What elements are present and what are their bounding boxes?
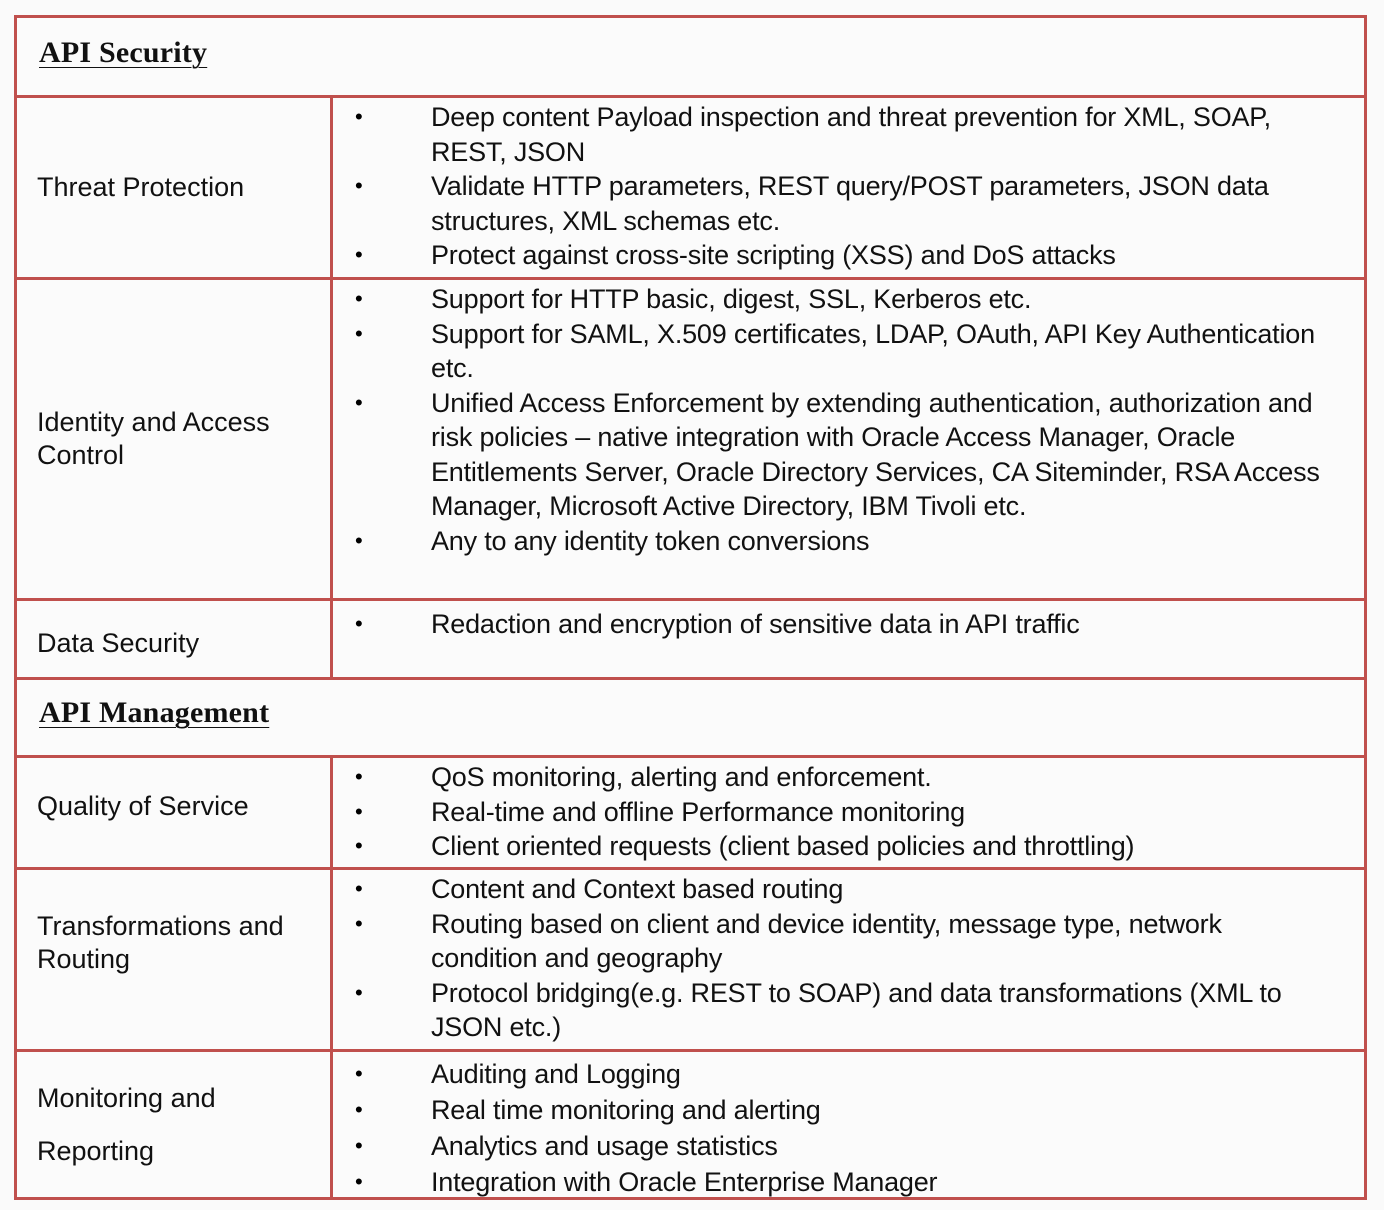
table-row-threat-protection: [17, 98, 1364, 280]
list-item: [333, 1128, 1364, 1164]
feature-list: [333, 280, 1364, 598]
bullet-icon: •: [355, 389, 363, 415]
item-text: Auditing and Logging: [431, 1059, 681, 1089]
list-item: [333, 100, 1364, 169]
item-text: Support for HTTP basic, digest, SSL, Kerberos etc.: [431, 284, 1032, 314]
bullet-icon: •: [355, 320, 363, 346]
row-label: Quality of Service: [17, 758, 333, 867]
row-label: Data Security: [17, 601, 333, 677]
item-text: Content and Context based routing: [431, 874, 844, 904]
feature-table: [14, 15, 1367, 1200]
list-item: [333, 386, 1364, 524]
item-text: Protocol bridging(e.g. REST to SOAP) and data transformations (XML to JSON etc.): [431, 977, 1282, 1042]
feature-list: [333, 758, 1364, 867]
bullet-icon: •: [355, 286, 363, 311]
feature-list: [333, 1052, 1364, 1197]
item-text: Redaction and encryption of sensitive data in API traffic: [431, 609, 1080, 639]
item-text: Deep content Payload inspection and threat prevention for XML, SOAP, REST, JSON: [431, 102, 1271, 167]
section-header-api-management: [17, 680, 1364, 758]
table-row-transformations-routing: [17, 870, 1364, 1052]
bullet-icon: •: [355, 242, 363, 267]
item-text: QoS monitoring, alerting and enforcement.: [431, 762, 932, 792]
table-row-identity-access-control: [17, 280, 1364, 601]
item-text: Any to any identity token conversions: [431, 525, 870, 556]
bullet-icon: •: [355, 910, 363, 936]
list-item: [333, 317, 1364, 386]
bullet-icon: •: [355, 1061, 363, 1086]
table-row-monitoring-reporting: [17, 1052, 1364, 1197]
item-text: Unified Access Enforcement by extending authentication, authorization and risk policies – native integration with Oracle Access Manager, Oracle Entitlements Server, Oracle Directory Services, CA Siteminder, RSA Access Manager, Microsoft Active Directory, IBM Tivoli etc.: [431, 387, 1320, 521]
list-item: [333, 238, 1364, 273]
row-label: Monitoring and Reporting: [17, 1052, 333, 1197]
row-label: Identity and Access Control: [17, 280, 333, 598]
feature-list: [333, 870, 1364, 1049]
list-item: [333, 872, 1364, 907]
list-item: [333, 282, 1364, 317]
bullet-icon: •: [355, 979, 363, 1005]
list-item: [333, 1164, 1364, 1200]
item-text: Routing based on client and device identity, message type, network condition and geography: [431, 908, 1222, 973]
item-text: Real time monitoring and alerting: [431, 1095, 821, 1125]
list-item: [333, 760, 1364, 795]
section-title: API Management: [39, 696, 270, 729]
list-item: [333, 829, 1364, 864]
bullet-icon: •: [355, 611, 363, 636]
item-text: Protect against cross-site scripting (XSS) and DoS attacks: [431, 240, 1116, 270]
bullet-icon: •: [355, 173, 363, 198]
table-row-quality-of-service: [17, 758, 1364, 870]
list-item: [333, 1092, 1364, 1128]
row-label: Threat Protection: [17, 98, 333, 277]
bullet-icon: •: [355, 1133, 363, 1158]
row-label: Transformations and Routing: [17, 870, 333, 1049]
feature-list: [333, 98, 1364, 277]
bullet-icon: •: [355, 1169, 363, 1194]
section-header-api-security: [17, 18, 1364, 98]
bullet-icon: •: [355, 876, 363, 901]
item-text: Integration with Oracle Enterprise Manager: [431, 1167, 938, 1197]
bullet-icon: •: [355, 798, 363, 824]
list-item: [333, 603, 1364, 642]
list-item: [333, 976, 1364, 1045]
item-text: Support for SAML, X.509 certificates, LDAP, OAuth, API Key Authentication etc.: [431, 318, 1315, 383]
bullet-icon: •: [355, 764, 363, 789]
item-text: Real-time and offline Performance monitoring: [431, 796, 965, 827]
bullet-icon: •: [355, 527, 363, 553]
bullet-icon: •: [355, 833, 363, 858]
item-text: Analytics and usage statistics: [431, 1131, 778, 1161]
list-item: [333, 1056, 1364, 1092]
list-item: [333, 524, 1364, 559]
list-item: [333, 169, 1364, 238]
feature-list: [333, 601, 1364, 677]
table-row-data-security: [17, 601, 1364, 680]
list-item: [333, 907, 1364, 976]
list-item: [333, 795, 1364, 830]
section-title: API Security: [39, 36, 208, 69]
item-text: Validate HTTP parameters, REST query/POST parameters, JSON data structures, XML schemas etc.: [431, 171, 1269, 236]
bullet-icon: •: [355, 104, 363, 129]
item-text: Client oriented requests (client based policies and throttling): [431, 831, 1135, 861]
bullet-icon: •: [355, 1097, 363, 1122]
